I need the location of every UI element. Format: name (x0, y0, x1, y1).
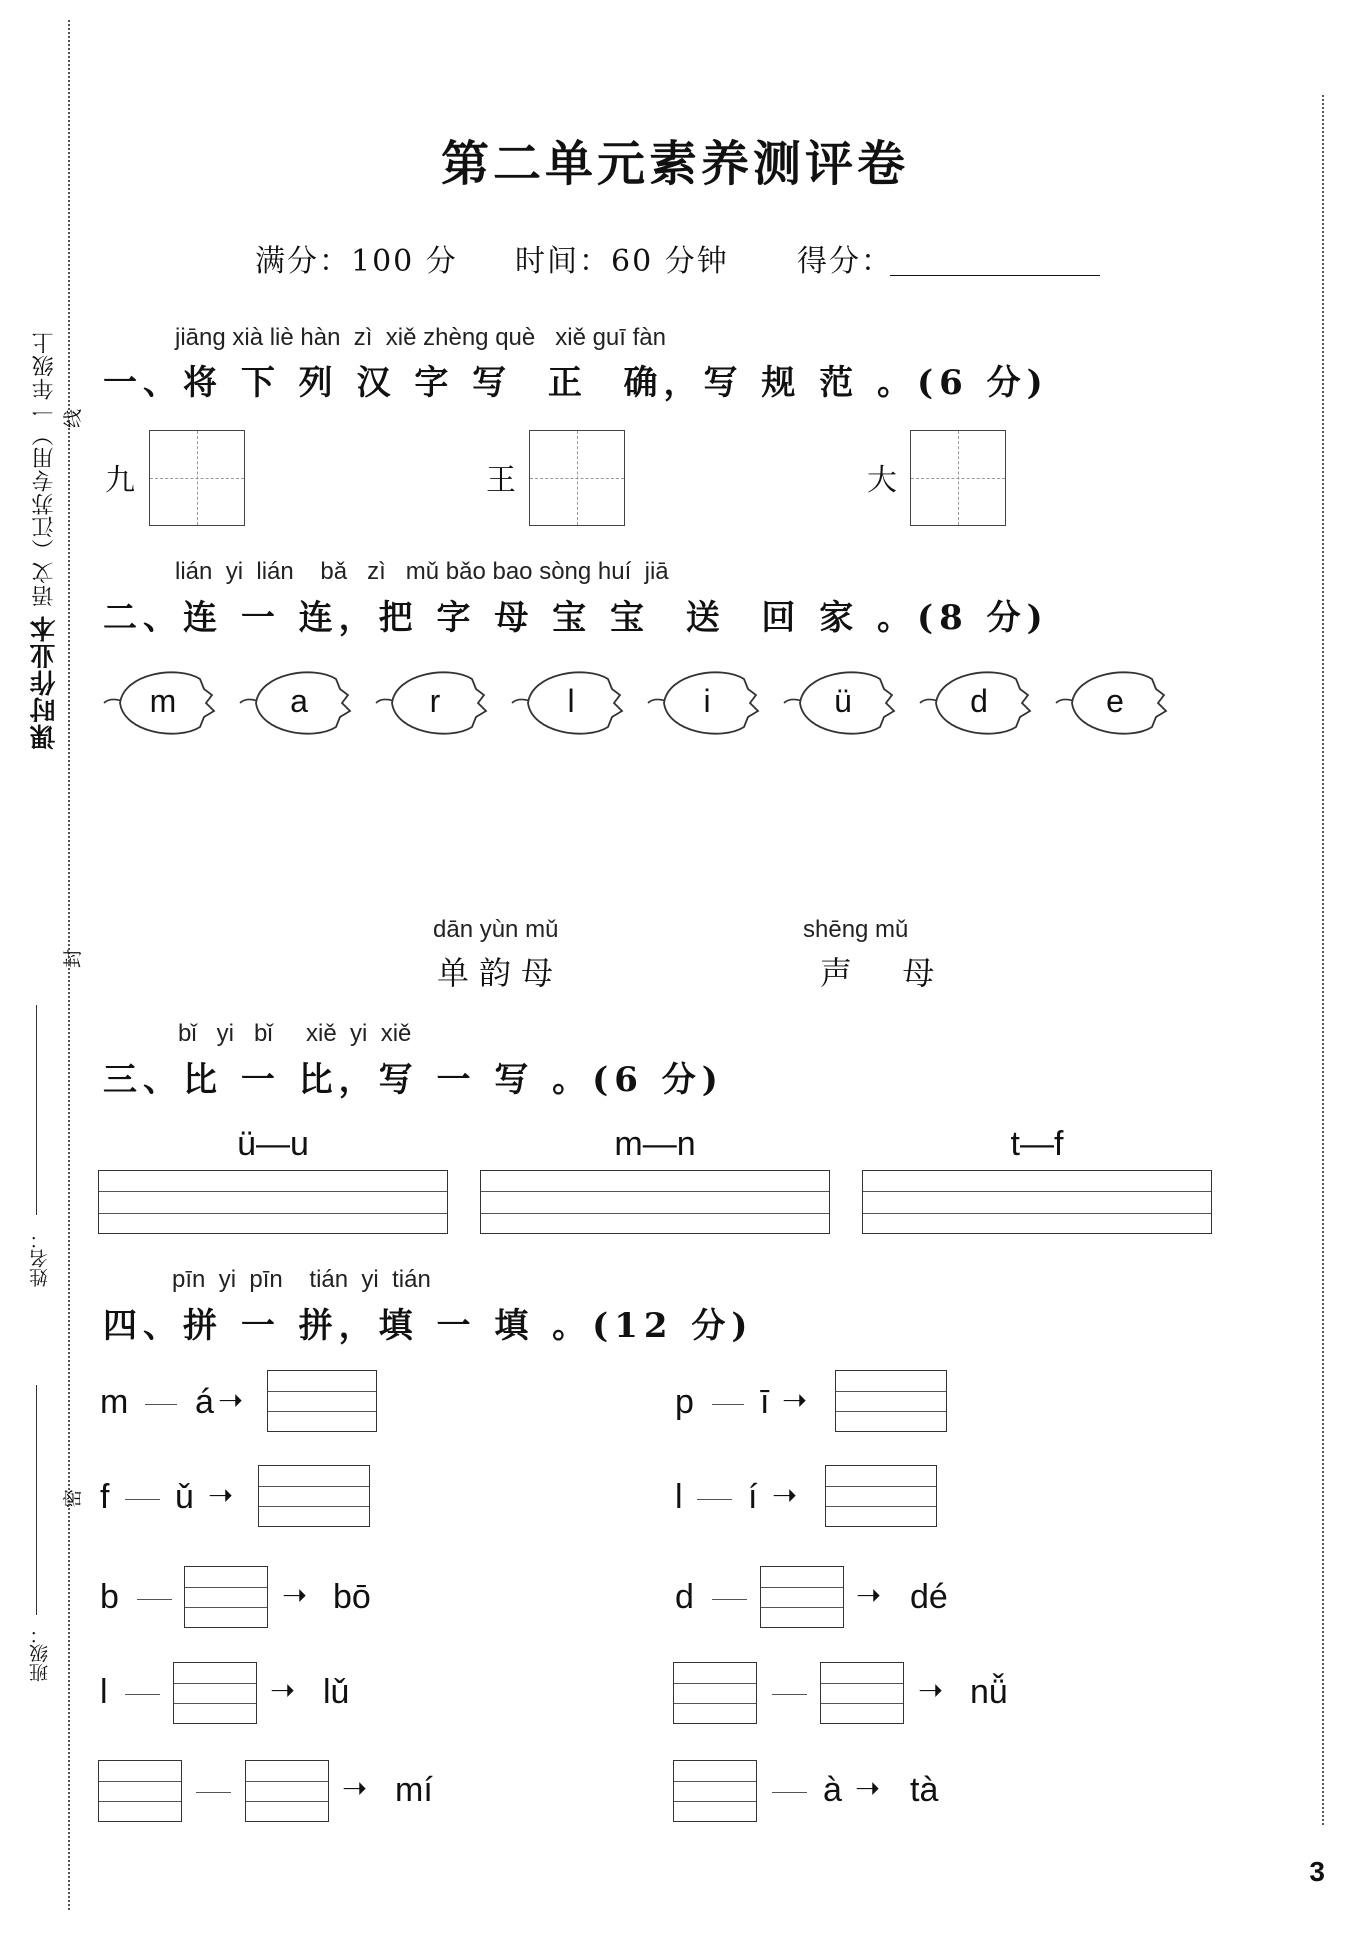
q3-grid-1[interactable] (98, 1170, 448, 1234)
q2-target-pinyin-2: shēng mǔ (803, 916, 909, 943)
q4-l1-grid[interactable] (267, 1370, 377, 1432)
q2-leaf-1[interactable] (100, 665, 220, 741)
q4-pinyin: pīn yi pīn tián yi tián (172, 1266, 431, 1293)
q4-r4-dash (772, 1694, 807, 1695)
q4-l4-grid[interactable] (173, 1662, 257, 1724)
q4-r3-dash (712, 1599, 747, 1600)
q1-heading: 一、将 下 列 汉 字 写 正 确，写 规 范 。(6 分) (103, 363, 1049, 403)
binding-line-right (1322, 95, 1324, 1825)
q2-leaf-4[interactable] (508, 665, 628, 741)
q4-l3-result: bō (333, 1578, 371, 1616)
q4-l3-arrow: ➝ (282, 1578, 308, 1613)
q2-pinyin: lián yi lián bǎ zì mǔ bǎo bao sòng huí jiā (175, 558, 669, 585)
q4-r1-grid[interactable] (835, 1370, 947, 1432)
q4-r3-result: dé (910, 1578, 948, 1616)
full-score: 满分：100 分 (255, 244, 458, 279)
q2-leaf-letter: r (429, 683, 441, 719)
name-blank[interactable] (36, 1005, 37, 1215)
q4-l3-initial: b (100, 1578, 119, 1616)
q3-grid-3[interactable] (862, 1170, 1212, 1234)
q4-l4-dash (125, 1694, 160, 1695)
q4-r1-initial: p (675, 1383, 694, 1421)
q4-r5-result: tà (910, 1771, 939, 1809)
q1-char-jiu: 九 (105, 463, 135, 498)
q4-l4-initial: l (100, 1673, 108, 1711)
q2-leaf-6[interactable] (780, 665, 900, 741)
q4-r4-grid-2[interactable] (820, 1662, 904, 1724)
q4-r5-dash (772, 1792, 807, 1793)
q2-target-label-2: 声 母 (820, 954, 945, 992)
q1-writing-box-2[interactable] (529, 430, 625, 526)
seal-mark-line: 线 (62, 408, 85, 429)
q4-l5-arrow: ➝ (342, 1771, 368, 1806)
q4-l4-result: lǔ (323, 1673, 350, 1711)
q2-leaf-letter: d (970, 683, 988, 719)
q3-pinyin: bǐ yi bǐ xiě yi xiě (178, 1020, 412, 1047)
q4-r2-arrow: ➝ (772, 1478, 798, 1513)
q4-l5-dash (196, 1792, 231, 1793)
q4-r3-initial: d (675, 1578, 694, 1616)
q2-leaf-letter: ü (834, 683, 852, 719)
q4-r4-result: nǚ (970, 1673, 1008, 1711)
seal-mark-secret: 密 (62, 1488, 85, 1509)
score-blank[interactable] (890, 275, 1100, 276)
time-limit: 时间：60 分钟 (515, 244, 729, 279)
q2-leaf-8[interactable] (1052, 665, 1172, 741)
q4-r1-dash (712, 1404, 744, 1405)
q4-l5-grid-1[interactable] (98, 1760, 182, 1822)
q1-char-da: 大 (867, 463, 897, 498)
q2-target-pinyin-1: dān yùn mǔ (433, 916, 559, 943)
q4-l5-result: mí (395, 1771, 433, 1809)
q2-leaf-letter: i (703, 683, 711, 719)
class-label: 班级： (29, 1625, 51, 1682)
q4-r2-initial: l (675, 1478, 683, 1516)
q4-r2-dash (697, 1499, 732, 1500)
page-title: 第二单元素养测评卷 (440, 136, 909, 192)
q4-l2-dash (125, 1499, 160, 1500)
score-label: 得分： (797, 244, 893, 279)
q1-pinyin: jiāng xià liè hàn zì xiě zhèng què xiě guī fàn (175, 324, 666, 351)
q4-r3-grid[interactable] (760, 1566, 844, 1628)
page-number: 3 (1309, 1856, 1325, 1887)
q4-l4-arrow: ➝ (270, 1673, 296, 1708)
q4-r2-grid[interactable] (825, 1465, 937, 1527)
q3-heading: 三、比 一 比，写 一 写 。(6 分) (103, 1060, 724, 1100)
q4-r1-arrow: ➝ (782, 1383, 808, 1418)
q4-r5-arrow: ➝ (855, 1771, 881, 1806)
q2-leaf-letter: e (1106, 683, 1124, 719)
q4-r5-grid[interactable] (673, 1760, 757, 1822)
q4-r1-final: ī (760, 1383, 770, 1421)
q2-leaf-5[interactable] (644, 665, 764, 741)
q2-leaf-letter: l (567, 683, 575, 719)
q4-l3-grid[interactable] (184, 1566, 268, 1628)
q1-writing-box-1[interactable] (149, 430, 245, 526)
name-label: 姓名： (29, 1230, 51, 1287)
q3-pair-2: m—n (614, 1125, 696, 1163)
q2-leaf-2[interactable] (236, 665, 356, 741)
q4-r4-grid-1[interactable] (673, 1662, 757, 1724)
q4-l1-final: á (195, 1383, 214, 1421)
q4-r5-final: à (823, 1771, 842, 1809)
q4-heading: 四、拼 一 拼，填 一 填 。(12 分) (103, 1306, 754, 1346)
q4-r2-final: í (748, 1478, 758, 1516)
q4-l3-dash (137, 1599, 172, 1600)
q4-l5-grid-2[interactable] (245, 1760, 329, 1822)
q4-r4-arrow: ➝ (918, 1673, 944, 1708)
q4-l1-arrow: ➝ (218, 1383, 244, 1418)
q2-heading: 二、连 一 连，把 字 母 宝 宝 送 回 家 。(8 分) (103, 598, 1049, 638)
q4-l2-final: ǔ (175, 1478, 194, 1516)
class-blank[interactable] (36, 1385, 37, 1615)
q2-leaf-3[interactable] (372, 665, 492, 741)
q1-char-wang: 王 (486, 463, 516, 498)
q1-writing-box-3[interactable] (910, 430, 1006, 526)
q4-l1-dash (145, 1404, 177, 1405)
q3-pair-1: ü—u (237, 1125, 309, 1163)
q4-l2-initial: f (100, 1478, 110, 1516)
q2-leaf-7[interactable] (916, 665, 1036, 741)
q2-leaf-letter: m (149, 683, 177, 719)
q3-grid-2[interactable] (480, 1170, 830, 1234)
q4-l2-grid[interactable] (258, 1465, 370, 1527)
q4-r3-arrow: ➝ (856, 1578, 882, 1613)
book-title-vertical: 课时作业本 语文（江苏专用）一年级上 (30, 331, 60, 750)
q2-target-label-1: 单韵母 (437, 954, 564, 992)
seal-mark-seal: 封 (62, 948, 85, 969)
q2-leaf-letter: a (290, 683, 308, 719)
q4-l1-initial: m (100, 1383, 129, 1421)
q4-l2-arrow: ➝ (208, 1478, 234, 1513)
q3-pair-3: t—f (1010, 1125, 1064, 1163)
